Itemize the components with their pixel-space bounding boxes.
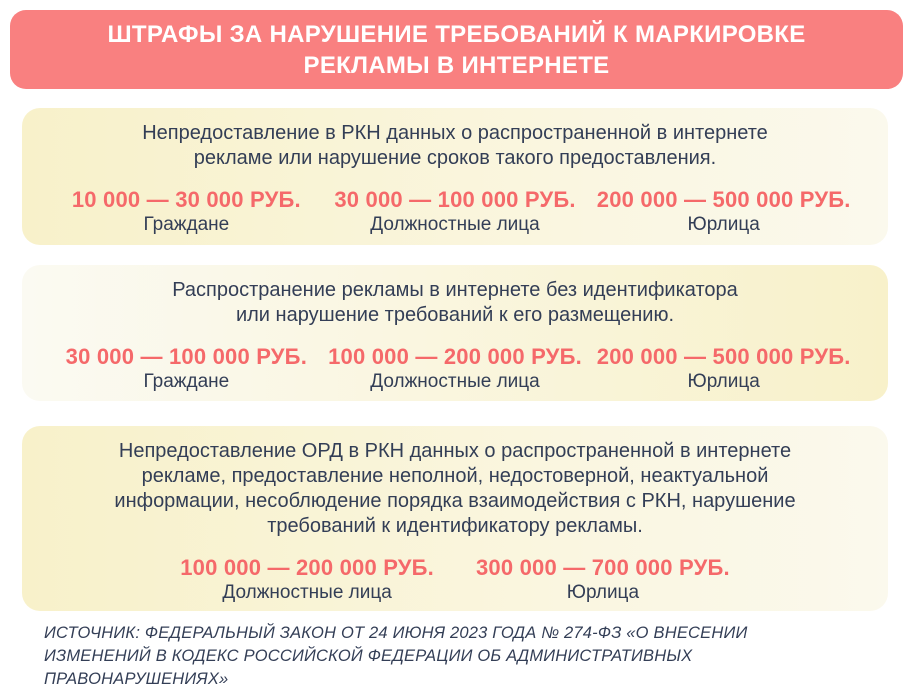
- fine-amount: 300 000 — 700 000 РУБ.: [476, 555, 730, 580]
- header-title-line-1: ШТРАФЫ ЗА НАРУШЕНИЕ ТРЕБОВАНИЙ К МАРКИРОВКЕ: [107, 20, 806, 48]
- fine-label: Граждане: [143, 371, 230, 392]
- fine-citizens: [52, 343, 321, 393]
- violation-card-2: [22, 265, 888, 401]
- source-line-2: ИЗМЕНЕНИЙ В КОДЕКС РОССИЙСКОЙ ФЕДЕРАЦИИ ОБ АДМИНИСТРАТИВНЫХ: [44, 647, 693, 665]
- fine-amount: 100 000 — 200 000 РУБ.: [328, 344, 582, 369]
- description-line: или нарушение требований к его размещению.: [235, 304, 675, 326]
- fine-amount: 200 000 — 500 000 РУБ.: [596, 344, 851, 369]
- fine-legal-entities: [476, 554, 730, 604]
- source-line-3: ПРАВОНАРУШЕНИЯХ»: [44, 670, 229, 688]
- header-banner: [10, 10, 903, 89]
- description-line: информации, несоблюдение порядка взаимодействия с РКН, нарушение: [114, 490, 796, 512]
- violation-card-1: [22, 108, 888, 245]
- fine-label: Юрлица: [566, 582, 640, 603]
- violation-description: [114, 439, 795, 539]
- fine-officials: [321, 186, 590, 236]
- fines-row: [22, 186, 888, 236]
- fine-legal-entities: [589, 343, 858, 393]
- fine-amount: 30 000 — 100 000 РУБ.: [334, 187, 576, 212]
- description-line: требований к идентификатору рекламы.: [267, 515, 643, 537]
- fine-amount: 200 000 — 500 000 РУБ.: [596, 187, 851, 212]
- description-line: рекламе или нарушение сроков такого предоставления.: [193, 147, 717, 169]
- header-title-line-2: РЕКЛАМЫ В ИНТЕРНЕТЕ: [303, 51, 610, 79]
- description-line: Непредоставление ОРД в РКН данных о распространенной в интернете: [118, 440, 792, 462]
- violation-card-3: [22, 426, 888, 611]
- source-line-1: ИСТОЧНИК: ФЕДЕРАЛЬНЫЙ ЗАКОН ОТ 24 ИЮНЯ 2023 ГОДА № 274-ФЗ «О ВНЕСЕНИИ: [44, 624, 748, 642]
- fine-label: Граждане: [143, 214, 230, 235]
- fine-label: Юрлица: [687, 371, 760, 392]
- fine-amount: 10 000 — 30 000 РУБ.: [71, 187, 301, 212]
- fine-officials: [180, 554, 434, 604]
- fine-officials: [321, 343, 590, 393]
- fine-label: Должностные лица: [370, 214, 540, 235]
- fine-label: Должностные лица: [222, 582, 392, 603]
- violation-description: [142, 121, 768, 171]
- description-line: рекламе, предоставление неполной, недостоверной, неактуальной: [141, 465, 769, 487]
- description-line: Распространение рекламы в интернете без идентификатора: [172, 279, 738, 301]
- violation-description: [172, 278, 738, 328]
- description-line: Непредоставление в РКН данных о распространенной в интернете: [142, 122, 768, 144]
- fine-citizens: [52, 186, 321, 236]
- fines-row: [22, 554, 888, 604]
- source-note: [44, 622, 874, 691]
- fines-row: [22, 343, 888, 393]
- fine-label: Должностные лица: [370, 371, 540, 392]
- fine-label: Юрлица: [687, 214, 760, 235]
- fine-amount: 30 000 — 100 000 РУБ.: [65, 344, 308, 369]
- fine-amount: 100 000 — 200 000 РУБ.: [180, 555, 434, 580]
- fine-legal-entities: [589, 186, 858, 236]
